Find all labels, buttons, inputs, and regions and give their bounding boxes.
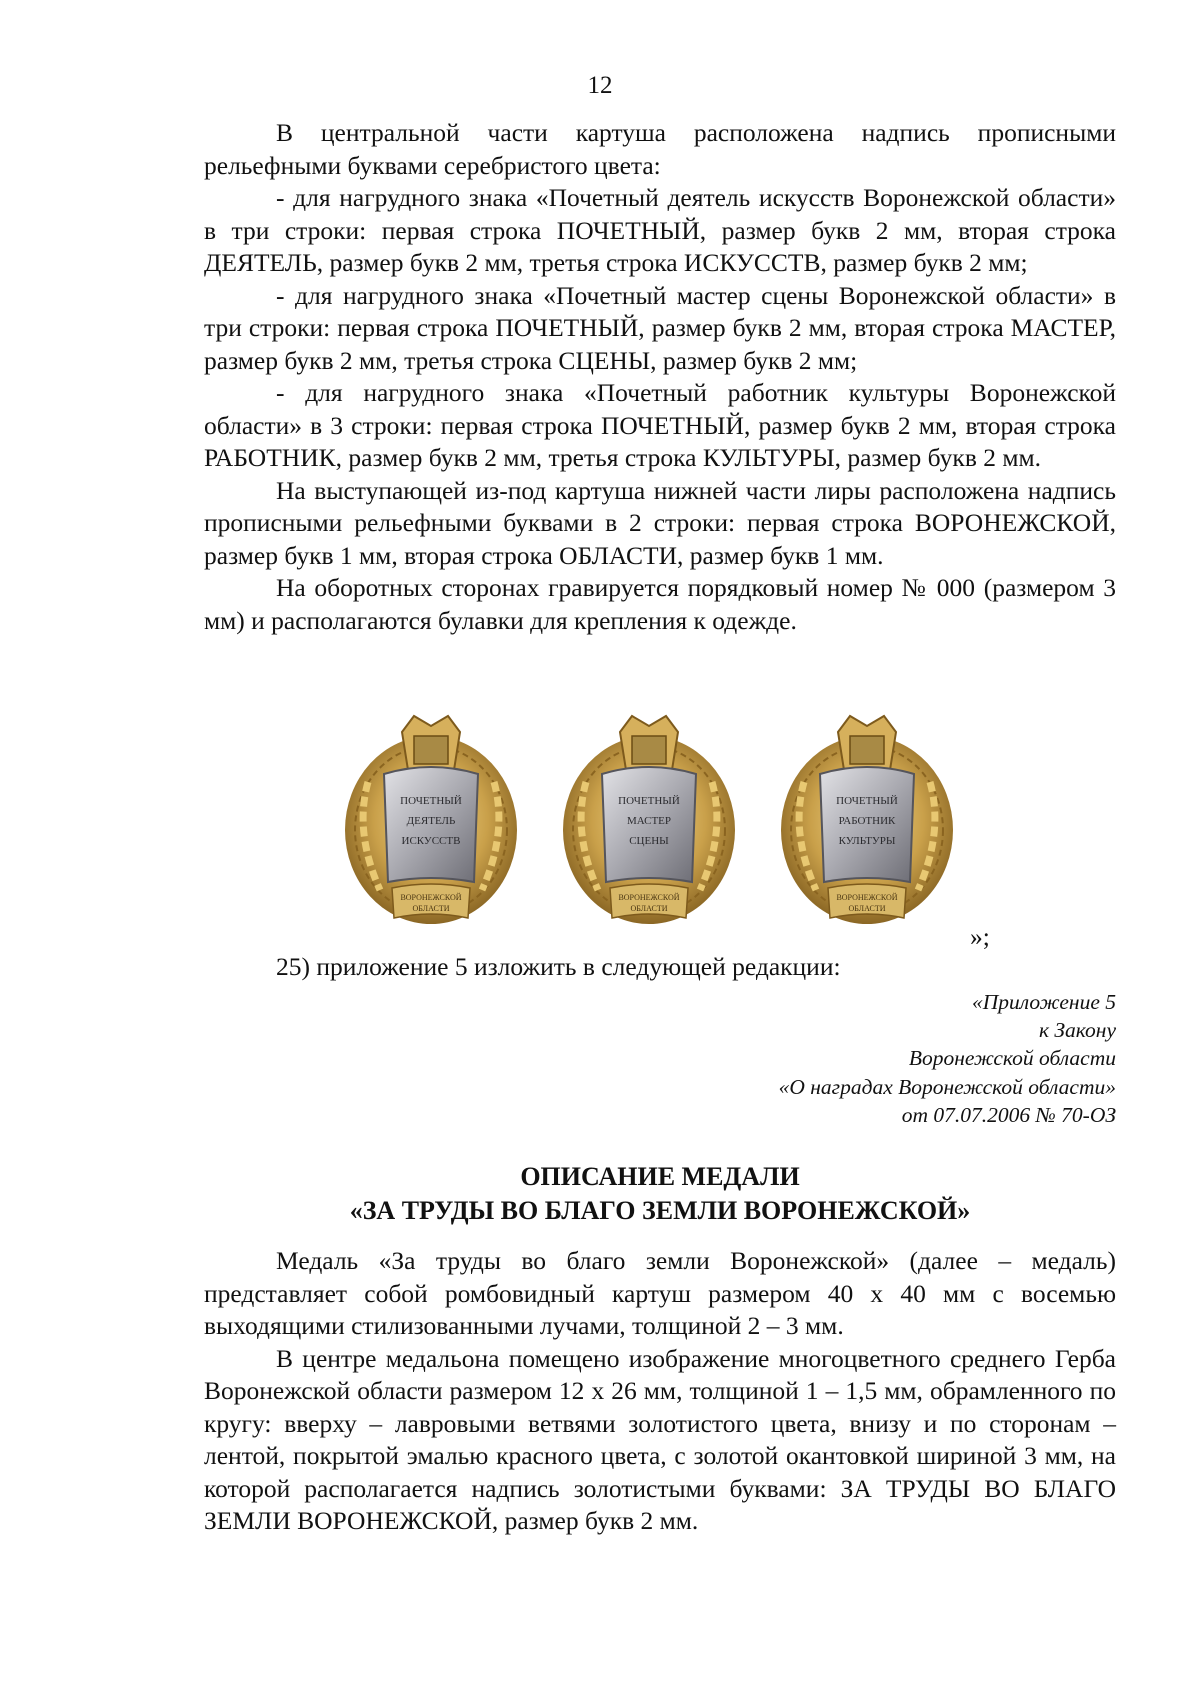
- paragraph: Медаль «За труды во благо земли Воронежской» (далее – медаль) представляет собой ромбовидный картуш размером 40 х 40 мм с восемью выходящими стилизованными лучами, толщиной 2 – 3 мм.: [204, 1246, 1116, 1340]
- badge-region-1: ВОРОНЕЖСКОЙ: [836, 893, 898, 902]
- paragraph: На оборотных сторонах гравируется порядковый номер № 000 (размером 3 мм) и располагаются булавки для крепления к одежде.: [204, 573, 1116, 635]
- appendix-line: «Приложение 5: [972, 990, 1116, 1014]
- badge-line-3: ИСКУССТВ: [401, 835, 461, 847]
- paragraph: - для нагрудного знака «Почетный деятель искусств Воронежской области» в три строки: первая строка ПОЧЕТНЫЙ, размер букв 2 мм, вторая строка ДЕЯТЕЛЬ, размер букв 2 мм, третья строка ИСКУССТВ, размер букв 2 мм;: [204, 183, 1116, 277]
- body-text-block-1: [204, 117, 1116, 637]
- heading-line: ОПИСАНИЕ МЕДАЛИ: [520, 1162, 800, 1191]
- badge-honored-artist-image: [340, 712, 522, 930]
- badge-line-2: ДЕЯТЕЛЬ: [406, 815, 456, 827]
- appendix-line: Воронежской области: [908, 1046, 1116, 1071]
- badge-line-2: МАСТЕР: [626, 815, 672, 827]
- badge-stage-master-image: [558, 712, 740, 930]
- paragraph: - для нагрудного знака «Почетный мастер сцены Воронежской области» в три строки: первая строка ПОЧЕТНЫЙ, размер букв 2 мм, вторая строка МАСТЕР, размер букв 2 мм, третья строка СЦЕНЫ, размер букв 2 мм;: [204, 280, 1116, 375]
- badge-line-1: ПОЧЕТНЫЙ: [618, 795, 680, 807]
- paragraph: На выступающей из-под картуша нижней части лиры расположена надпись прописными рельефными буквами в 2 строки: первая строка ВОРОНЕЖСКОЙ, размер букв 1 мм, вторая строка ОБЛАСТИ, размер букв 1 мм.: [204, 475, 1116, 570]
- badge-line-2: РАБОТНИК: [838, 815, 896, 827]
- badge-line-3: СЦЕНЫ: [629, 835, 669, 847]
- badge-region-2: ОБЛАСТИ: [412, 904, 450, 913]
- badge-culture-worker-image: [776, 712, 958, 930]
- heading-line: «ЗА ТРУДЫ ВО БЛАГО ЗЕМЛИ ВОРОНЕЖСКОЙ»: [349, 1196, 971, 1225]
- appendix-reference: [779, 988, 1116, 1129]
- paragraph: - для нагрудного знака «Почетный работник культуры Воронежской области» в 3 строки: первая строка ПОЧЕТНЫЙ, размер букв 2 мм, вторая строка РАБОТНИК, размер букв 2 мм, третья строка КУЛЬТУРЫ, размер букв 2 мм.: [204, 378, 1116, 472]
- badge-region-1: ВОРОНЕЖСКОЙ: [400, 893, 462, 902]
- paragraph: В центральной части картуша расположена надпись прописными рельефными буквами серебристого цвета:: [204, 118, 1116, 180]
- badge-region-2: ОБЛАСТИ: [630, 904, 668, 913]
- badge-line-1: ПОЧЕТНЫЙ: [400, 795, 462, 807]
- badge-line-3: КУЛЬТУРЫ: [838, 835, 896, 847]
- body-text-block-2: [204, 1245, 1116, 1538]
- amendment-line: 25) приложение 5 изложить в следующей редакции:: [276, 952, 841, 981]
- appendix-line: к Закону: [1038, 1018, 1116, 1043]
- appendix-line: «О наградах Воронежской области»: [778, 1074, 1116, 1099]
- page-number: 12: [587, 72, 613, 99]
- badge-line-1: ПОЧЕТНЫЙ: [836, 795, 898, 807]
- badge-region-1: ВОРОНЕЖСКОЙ: [618, 893, 680, 902]
- section-heading: [0, 1160, 1200, 1228]
- paragraph: В центре медальона помещено изображение многоцветного среднего Герба Воронежской области размером 12 х 26 мм, толщиной 1 – 1,5 мм, обрамленного по кругу: вверху – лавровыми ветвями золотистого цвета, внизу и по сторонам – лентой, покрытой эмалью красного цвета, с золотой окантовкой шириной 3 мм, на которой располагается надпись золотистыми буквами: ЗА ТРУДЫ ВО БЛАГО ЗЕМЛИ ВОРОНЕЖСКОЙ, размер букв 2 мм.: [204, 1343, 1116, 1535]
- closing-quote: »;: [970, 922, 990, 951]
- appendix-line: от 07.07.2006 № 70-ОЗ: [901, 1102, 1116, 1127]
- badge-images: [340, 712, 960, 930]
- badge-region-2: ОБЛАСТИ: [848, 904, 886, 913]
